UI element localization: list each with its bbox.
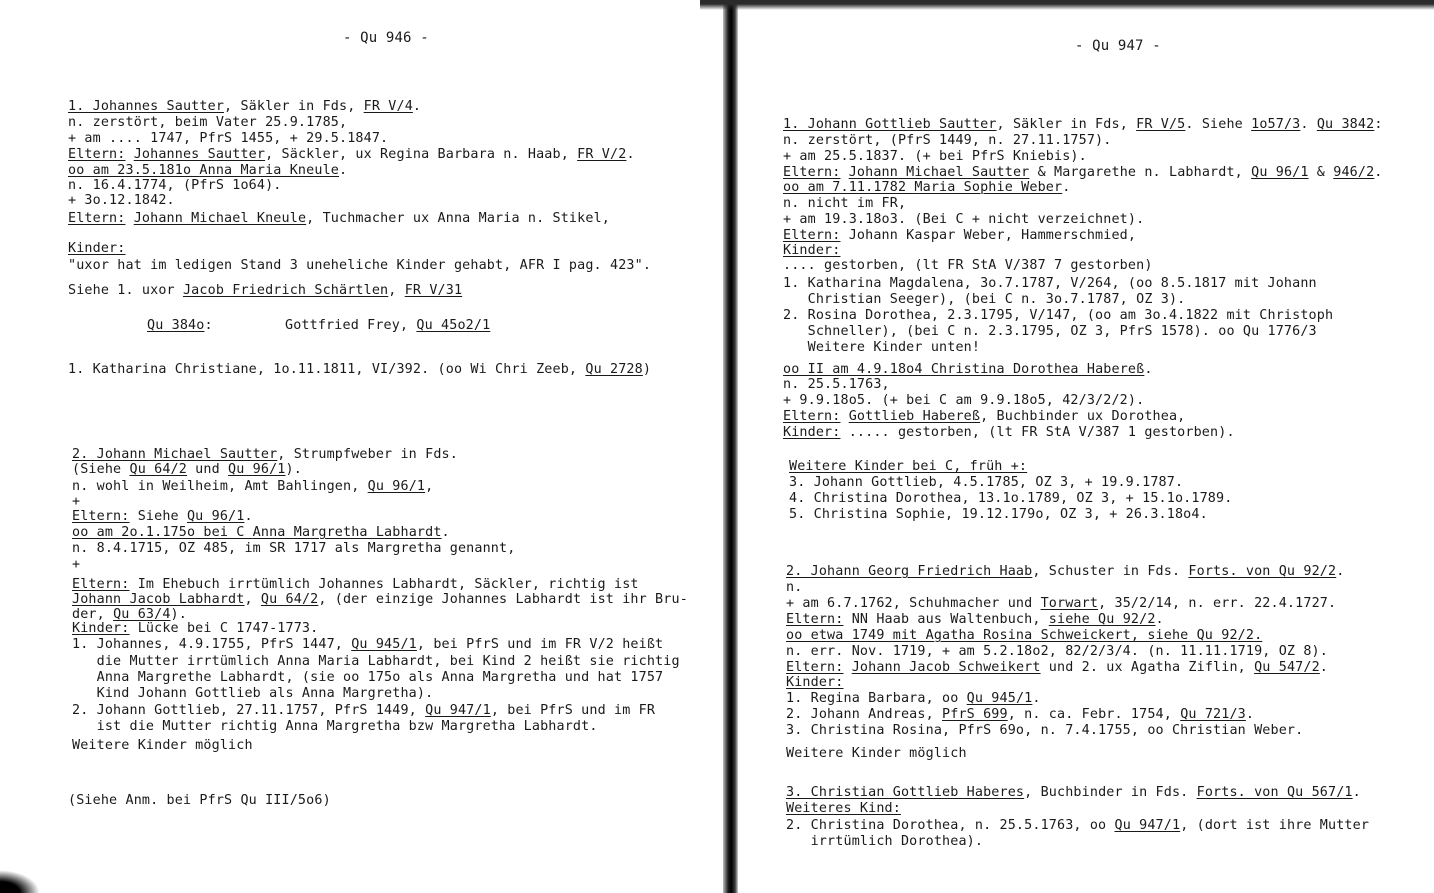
text-line bbox=[147, 318, 213, 334]
underlined-reference: Eltern: bbox=[68, 211, 126, 226]
text-line bbox=[72, 479, 433, 495]
text-segment: Schneller), (bei C n. 2.3.1795, OZ 3, PfrS 1578). oo Qu 1776/3 bbox=[783, 324, 1317, 339]
text-line bbox=[783, 340, 980, 356]
text-segment: . bbox=[1032, 691, 1041, 706]
text-segment: der, bbox=[72, 607, 114, 622]
text-segment: Im Ehebuch irrtümlich Johannes Labhardt, Säckler, richtig ist bbox=[129, 577, 639, 592]
text-line bbox=[783, 409, 1185, 425]
underlined-reference: Johann Jacob Schweikert bbox=[851, 660, 1041, 675]
text-segment: Weitere Kinder möglich bbox=[72, 738, 253, 753]
underlined-reference: Qu 64/2 bbox=[260, 592, 319, 607]
text-segment: Gottfried Frey, bbox=[285, 318, 417, 333]
text-segment bbox=[125, 147, 133, 162]
text-segment: 1. Johannes, 4.9.1755, PfrS 1447, bbox=[72, 637, 352, 652]
text-line bbox=[72, 557, 80, 573]
text-segment: . bbox=[1374, 165, 1383, 180]
text-line bbox=[72, 541, 515, 557]
text-line bbox=[68, 115, 347, 131]
text-line bbox=[783, 258, 1153, 274]
text-segment: , Buchbinder ux Dorothea, bbox=[980, 409, 1186, 424]
text-line bbox=[68, 178, 282, 194]
text-segment bbox=[840, 409, 848, 424]
text-line bbox=[72, 738, 253, 754]
text-segment: . bbox=[1245, 707, 1255, 722]
underlined-reference: Qu 721/3 bbox=[1180, 707, 1246, 722]
text-segment: , 35/2/14, n. err. 22.4.1727. bbox=[1098, 596, 1337, 611]
text-line bbox=[68, 99, 421, 115]
text-segment: 2. Rosina Dorothea, 2.3.1795, V/147, (oo am 3o.4.1822 mit Christoph bbox=[783, 308, 1334, 323]
text-line bbox=[783, 117, 1383, 133]
text-segment: n. nicht im FR, bbox=[783, 196, 907, 211]
underlined-reference: Qu 96/1 bbox=[367, 479, 426, 494]
page-number-header: - Qu 947 - bbox=[1075, 38, 1161, 54]
text-line bbox=[789, 459, 1027, 475]
text-segment: + bbox=[72, 494, 81, 509]
text-line bbox=[783, 212, 1144, 228]
text-segment: , Säckler, ux Regina Barbara n. Haab, bbox=[265, 147, 578, 162]
text-line bbox=[786, 834, 983, 850]
underlined-reference: 3. Christian Gottlieb Haberes bbox=[786, 785, 1025, 800]
text-segment: 3. Johann Gottlieb, 4.5.1785, OZ 3, + 19.9.1787. bbox=[789, 475, 1184, 490]
text-segment: Johann Kaspar Weber, Hammerschmied, bbox=[840, 228, 1137, 243]
text-segment: (Siehe bbox=[72, 462, 130, 477]
text-segment: 4. Christina Dorothea, 13.1o.1789, OZ 3, + 15.1o.1789. bbox=[789, 491, 1233, 506]
underlined-reference: Weiteres Kind: bbox=[786, 801, 901, 816]
text-segment: . bbox=[1144, 362, 1153, 377]
underlined-reference: Christina Dorothea Habereß bbox=[930, 362, 1145, 377]
text-line bbox=[789, 475, 1183, 491]
text-segment: NN Haab aus Waltenbuch, bbox=[843, 612, 1049, 627]
text-line bbox=[786, 580, 802, 596]
text-segment: und 2. ux Agatha Ziflin, bbox=[1040, 660, 1255, 675]
text-line bbox=[72, 462, 302, 478]
text-segment: Siehe 1. uxor bbox=[68, 283, 183, 298]
text-segment: , bbox=[425, 479, 434, 494]
text-segment: , Tuchmacher ux Anna Maria n. Stikel, bbox=[306, 211, 610, 226]
text-line bbox=[786, 707, 1254, 723]
underlined-reference: Maria Sophie Weber bbox=[914, 180, 1063, 195]
text-segment bbox=[840, 165, 848, 180]
text-line bbox=[68, 241, 125, 257]
text-line bbox=[786, 746, 967, 762]
text-segment: , Säkler in Fds, bbox=[996, 117, 1137, 132]
text-line bbox=[72, 703, 655, 719]
text-segment: n. wohl in Weilheim, Amt Bahlingen, bbox=[72, 479, 368, 494]
underlined-reference: Jacob Friedrich Schärtlen bbox=[182, 283, 389, 298]
text-line bbox=[68, 258, 651, 274]
text-segment: + am 25.5.1837. (+ bei PfrS Kniebis). bbox=[783, 149, 1087, 164]
underlined-reference: oo II am 4.9.18o4 bbox=[783, 362, 931, 377]
underlined-reference: Qu 3842 bbox=[1316, 117, 1375, 132]
text-segment: Kind Johann Gottlieb als Anna Margretha). bbox=[72, 686, 434, 701]
underlined-reference: Qu 96/1 bbox=[186, 509, 245, 524]
text-segment: n. bbox=[786, 580, 803, 595]
underlined-reference: PfrS 699 bbox=[942, 707, 1008, 722]
text-segment: . bbox=[1062, 180, 1071, 195]
underlined-reference: Forts. von Qu 92/2 bbox=[1188, 564, 1337, 579]
underlined-reference: 2. Johann Michael Sautter bbox=[72, 447, 278, 462]
underlined-reference: Qu 96/1 bbox=[1251, 165, 1309, 180]
text-line bbox=[783, 133, 1111, 149]
text-line bbox=[783, 276, 1317, 292]
page-right bbox=[738, 0, 1434, 893]
text-segment bbox=[125, 211, 133, 226]
text-line bbox=[786, 644, 1328, 660]
text-line bbox=[68, 131, 388, 147]
text-line bbox=[786, 564, 1344, 580]
underlined-reference: Kinder: bbox=[783, 243, 841, 258]
text-segment: , (der einzige Johannes Labhardt ist ihr Bru- bbox=[318, 592, 688, 607]
underlined-reference: Kinder: bbox=[786, 675, 844, 690]
underlined-reference: Eltern: bbox=[783, 228, 841, 243]
text-line bbox=[786, 612, 1164, 628]
underlined-reference: Kinder: bbox=[783, 425, 841, 440]
text-segment: + am 6.7.1762, Schuhmacher und bbox=[786, 596, 1041, 611]
underlined-reference: FR V/31 bbox=[404, 283, 463, 298]
underlined-reference: Johann Michael Sautter bbox=[848, 165, 1030, 180]
underlined-reference: Eltern: bbox=[72, 577, 130, 592]
underlined-reference: oo etwa 1749 mit Agatha Rosina Schweickert, siehe Qu 92/2. bbox=[786, 628, 1263, 643]
underlined-reference: Eltern: bbox=[786, 660, 844, 675]
text-segment: + bbox=[72, 557, 81, 572]
text-segment: , Säkler in Fds, bbox=[224, 99, 364, 114]
text-line bbox=[72, 577, 639, 593]
text-line bbox=[68, 163, 347, 179]
text-line bbox=[72, 592, 688, 608]
text-line bbox=[786, 596, 1336, 612]
text-segment: (Siehe Anm. bei PfrS Qu III/5o6) bbox=[68, 793, 331, 808]
text-line bbox=[68, 362, 651, 378]
text-line bbox=[786, 691, 1041, 707]
text-line bbox=[68, 193, 175, 209]
text-segment: , bei PfrS und im FR V/2 heißt bbox=[416, 637, 664, 652]
text-segment: die Mutter irrtümlich Anna Maria Labhardt, bei Kind 2 heißt sie richtig bbox=[72, 654, 680, 669]
text-segment: 1. Regina Barbara, oo bbox=[786, 691, 967, 706]
text-segment: + am .... 1747, PfrS 1455, + 29.5.1847. bbox=[68, 131, 389, 146]
underlined-reference: 946/2 bbox=[1333, 165, 1375, 180]
underlined-reference: Eltern: bbox=[786, 612, 844, 627]
underlined-reference: Eltern: bbox=[783, 165, 841, 180]
underlined-reference: oo am 7.11.1782 bbox=[783, 180, 915, 195]
underlined-reference: Qu 45o2/1 bbox=[416, 318, 491, 333]
text-segment: . bbox=[1336, 564, 1345, 579]
text-line bbox=[72, 670, 663, 686]
text-segment: 1. Katharina Magdalena, 3o.7.1787, V/264, (oo 8.5.1817 mit Johann bbox=[783, 276, 1317, 291]
underlined-reference: FR V/4 bbox=[363, 99, 413, 114]
text-line bbox=[783, 180, 1070, 196]
underlined-reference: Qu 63/4 bbox=[113, 607, 171, 622]
text-segment: . bbox=[441, 525, 450, 540]
underlined-reference: Johannes Sautter bbox=[133, 147, 266, 162]
page-top-edge bbox=[700, 0, 1434, 10]
text-segment: , bei PfrS und im FR bbox=[490, 703, 656, 718]
text-segment: n. 8.4.1715, OZ 485, im SR 1717 als Margretha genannt, bbox=[72, 541, 516, 556]
page-number-header: - Qu 946 - bbox=[343, 30, 429, 46]
underlined-reference: Eltern: bbox=[68, 147, 126, 162]
underlined-reference: 1. Johann Gottlieb Sautter bbox=[783, 117, 997, 132]
text-segment: n. 16.4.1774, (PfrS 1o64). bbox=[68, 178, 282, 193]
underlined-reference: Anna Maria Kneule bbox=[199, 163, 339, 178]
text-line bbox=[783, 393, 1144, 409]
underlined-reference: Qu 2728 bbox=[585, 362, 643, 377]
text-segment: n. 25.5.1763, bbox=[783, 377, 890, 392]
underlined-reference: siehe Qu 92/2 bbox=[1048, 612, 1156, 627]
text-segment: ) bbox=[642, 362, 652, 377]
underlined-reference: Qu 947/1 bbox=[425, 703, 491, 718]
text-segment: + 3o.12.1842. bbox=[68, 193, 175, 208]
underlined-reference: Eltern: bbox=[72, 509, 130, 524]
text-segment: 2. Johann Gottlieb, 27.11.1757, PfrS 1449, bbox=[72, 703, 426, 718]
text-segment: . bbox=[412, 99, 422, 114]
text-segment: . bbox=[244, 509, 253, 524]
corner-shadow bbox=[0, 870, 40, 893]
text-line bbox=[783, 243, 840, 259]
text-segment: .... gestorben, (lt FR StA V/387 7 gestorben) bbox=[783, 258, 1153, 273]
text-segment: , Schuster in Fds. bbox=[1032, 564, 1189, 579]
text-segment: n. zerstört, beim Vater 25.9.1785, bbox=[68, 115, 348, 130]
underlined-reference: Weitere Kinder bei C, früh +: bbox=[789, 459, 1028, 474]
text-line bbox=[68, 147, 635, 163]
text-segment bbox=[843, 660, 851, 675]
text-segment: , Buchbinder in Fds. bbox=[1024, 785, 1197, 800]
text-segment: . bbox=[339, 163, 348, 178]
text-line bbox=[72, 621, 318, 637]
text-line bbox=[789, 507, 1208, 523]
text-segment: . Siehe bbox=[1185, 117, 1252, 132]
underlined-reference: Qu 947/1 bbox=[1114, 818, 1181, 833]
underlined-reference: Kinder: bbox=[68, 241, 126, 256]
text-segment: Lücke bei C 1747-1773. bbox=[129, 621, 319, 636]
text-line bbox=[783, 292, 1185, 308]
text-line bbox=[72, 447, 458, 463]
text-line bbox=[68, 793, 331, 809]
text-segment: ..... gestorben, (lt FR StA V/387 1 gestorben). bbox=[840, 425, 1235, 440]
underlined-reference: Johann Jacob Labhardt bbox=[72, 592, 245, 607]
text-segment: 1. Katharina Christiane, 1o.11.1811, VI/392. (oo Wi Chri Zeeb, bbox=[68, 362, 586, 377]
text-segment: , bbox=[244, 592, 261, 607]
text-segment: . bbox=[1300, 117, 1317, 132]
underlined-reference: FR V/2 bbox=[577, 147, 627, 162]
text-segment: irrtümlich Dorothea). bbox=[786, 834, 984, 849]
underlined-reference: 1o57/3 bbox=[1251, 117, 1301, 132]
text-line bbox=[72, 525, 450, 541]
text-segment: "uxor hat im ledigen Stand 3 uneheliche Kinder gehabt, AFR I pag. 423". bbox=[68, 258, 652, 273]
text-line bbox=[285, 318, 490, 334]
text-segment: 5. Christina Sophie, 19.12.179o, OZ 3, + 26.3.18o4. bbox=[789, 507, 1208, 522]
text-line bbox=[786, 660, 1328, 676]
text-segment: ). bbox=[285, 462, 302, 477]
text-segment: + 9.9.18o5. (+ bei C am 9.9.18o5, 42/3/2/2). bbox=[783, 393, 1145, 408]
text-segment: Weitere Kinder möglich bbox=[786, 746, 967, 761]
text-segment: 2. Johann Andreas, bbox=[786, 707, 943, 722]
text-segment: . bbox=[1352, 785, 1361, 800]
underlined-reference: Eltern: bbox=[783, 409, 841, 424]
text-segment: , Strumpfweber in Fds. bbox=[277, 447, 458, 462]
text-line bbox=[72, 509, 253, 525]
text-line bbox=[786, 785, 1361, 801]
underlined-reference: oo am 23.5.181o bbox=[68, 163, 200, 178]
underlined-reference: Qu 945/1 bbox=[351, 637, 417, 652]
text-segment: . bbox=[1155, 612, 1164, 627]
book-gutter bbox=[723, 0, 738, 893]
text-line bbox=[72, 654, 680, 670]
text-line bbox=[72, 494, 80, 510]
text-line bbox=[783, 165, 1383, 181]
text-segment: 3. Christina Rosina, PfrS 69o, n. 7.4.1755, oo Christian Weber. bbox=[786, 723, 1304, 738]
text-line bbox=[786, 723, 1303, 739]
underlined-reference: Torwart bbox=[1040, 596, 1099, 611]
text-segment: und bbox=[186, 462, 229, 477]
text-line bbox=[786, 818, 1369, 834]
text-segment: ). bbox=[170, 607, 187, 622]
text-segment: n. zerstört, (PfrS 1449, n. 27.11.1757). bbox=[783, 133, 1112, 148]
text-segment: Christian Seeger), (bei C n. 3o.7.1787, OZ 3). bbox=[783, 292, 1186, 307]
underlined-reference: FR V/5 bbox=[1136, 117, 1186, 132]
text-segment: : bbox=[204, 318, 213, 333]
underlined-reference: Qu 547/2 bbox=[1254, 660, 1320, 675]
underlined-reference: Gottlieb Habereß bbox=[848, 409, 981, 424]
underlined-reference: Qu 64/2 bbox=[129, 462, 187, 477]
underlined-reference: Qu 384o bbox=[147, 318, 205, 333]
text-line bbox=[68, 283, 462, 299]
underlined-reference: Qu 96/1 bbox=[228, 462, 286, 477]
text-line bbox=[783, 324, 1317, 340]
text-line bbox=[789, 491, 1232, 507]
text-line bbox=[72, 637, 663, 653]
text-line bbox=[72, 719, 598, 735]
text-line bbox=[72, 686, 433, 702]
text-line bbox=[786, 628, 1262, 644]
underlined-reference: Qu 945/1 bbox=[966, 691, 1033, 706]
text-segment: . bbox=[626, 147, 635, 162]
underlined-reference: 1. Johannes Sautter bbox=[68, 99, 225, 114]
text-segment: ist die Mutter richtig Anna Margretha bzw Margretha Labhardt. bbox=[72, 719, 598, 734]
text-line bbox=[68, 211, 610, 227]
underlined-reference: Anna Margretha Labhardt bbox=[252, 525, 442, 540]
text-segment: Weitere Kinder unten! bbox=[783, 340, 981, 355]
underlined-reference: 2. Johann Georg Friedrich Haab bbox=[786, 564, 1033, 579]
text-segment: & Margarethe n. Labhardt, bbox=[1029, 165, 1252, 180]
underlined-reference: Forts. von Qu 567/1 bbox=[1196, 785, 1353, 800]
text-segment: . bbox=[1319, 660, 1329, 675]
underlined-reference: Kinder: bbox=[72, 621, 130, 636]
underlined-reference: oo am 2o.1.175o bei C bbox=[72, 525, 253, 540]
text-line bbox=[783, 425, 1235, 441]
text-segment: Siehe bbox=[129, 509, 187, 524]
underlined-reference: Johann Michael Kneule bbox=[133, 211, 307, 226]
text-segment: Anna Margrethe Labhardt, (sie oo 175o als Anna Margretha und hat 1757 bbox=[72, 670, 664, 685]
text-line bbox=[783, 149, 1087, 165]
text-line bbox=[783, 308, 1333, 324]
text-segment: + am 19.3.18o3. (Bei C + nicht verzeichnet). bbox=[783, 212, 1145, 227]
text-segment: n. err. Nov. 1719, + am 5.2.18o2, 82/2/3/4. (n. 11.11.1719, OZ 8). bbox=[786, 644, 1328, 659]
text-segment: 2. Christina Dorothea, n. 25.5.1763, oo bbox=[786, 818, 1115, 833]
text-segment: , n. ca. Febr. 1754, bbox=[1007, 707, 1181, 722]
text-line bbox=[783, 196, 906, 212]
text-line bbox=[786, 675, 843, 691]
text-segment: : bbox=[1374, 117, 1383, 132]
text-line bbox=[786, 801, 901, 817]
text-line bbox=[783, 228, 1136, 244]
text-line bbox=[783, 377, 890, 393]
text-line bbox=[783, 362, 1153, 378]
text-segment: , bbox=[388, 283, 405, 298]
text-segment: & bbox=[1308, 165, 1334, 180]
text-segment: , (dort ist ihre Mutter bbox=[1180, 818, 1370, 833]
